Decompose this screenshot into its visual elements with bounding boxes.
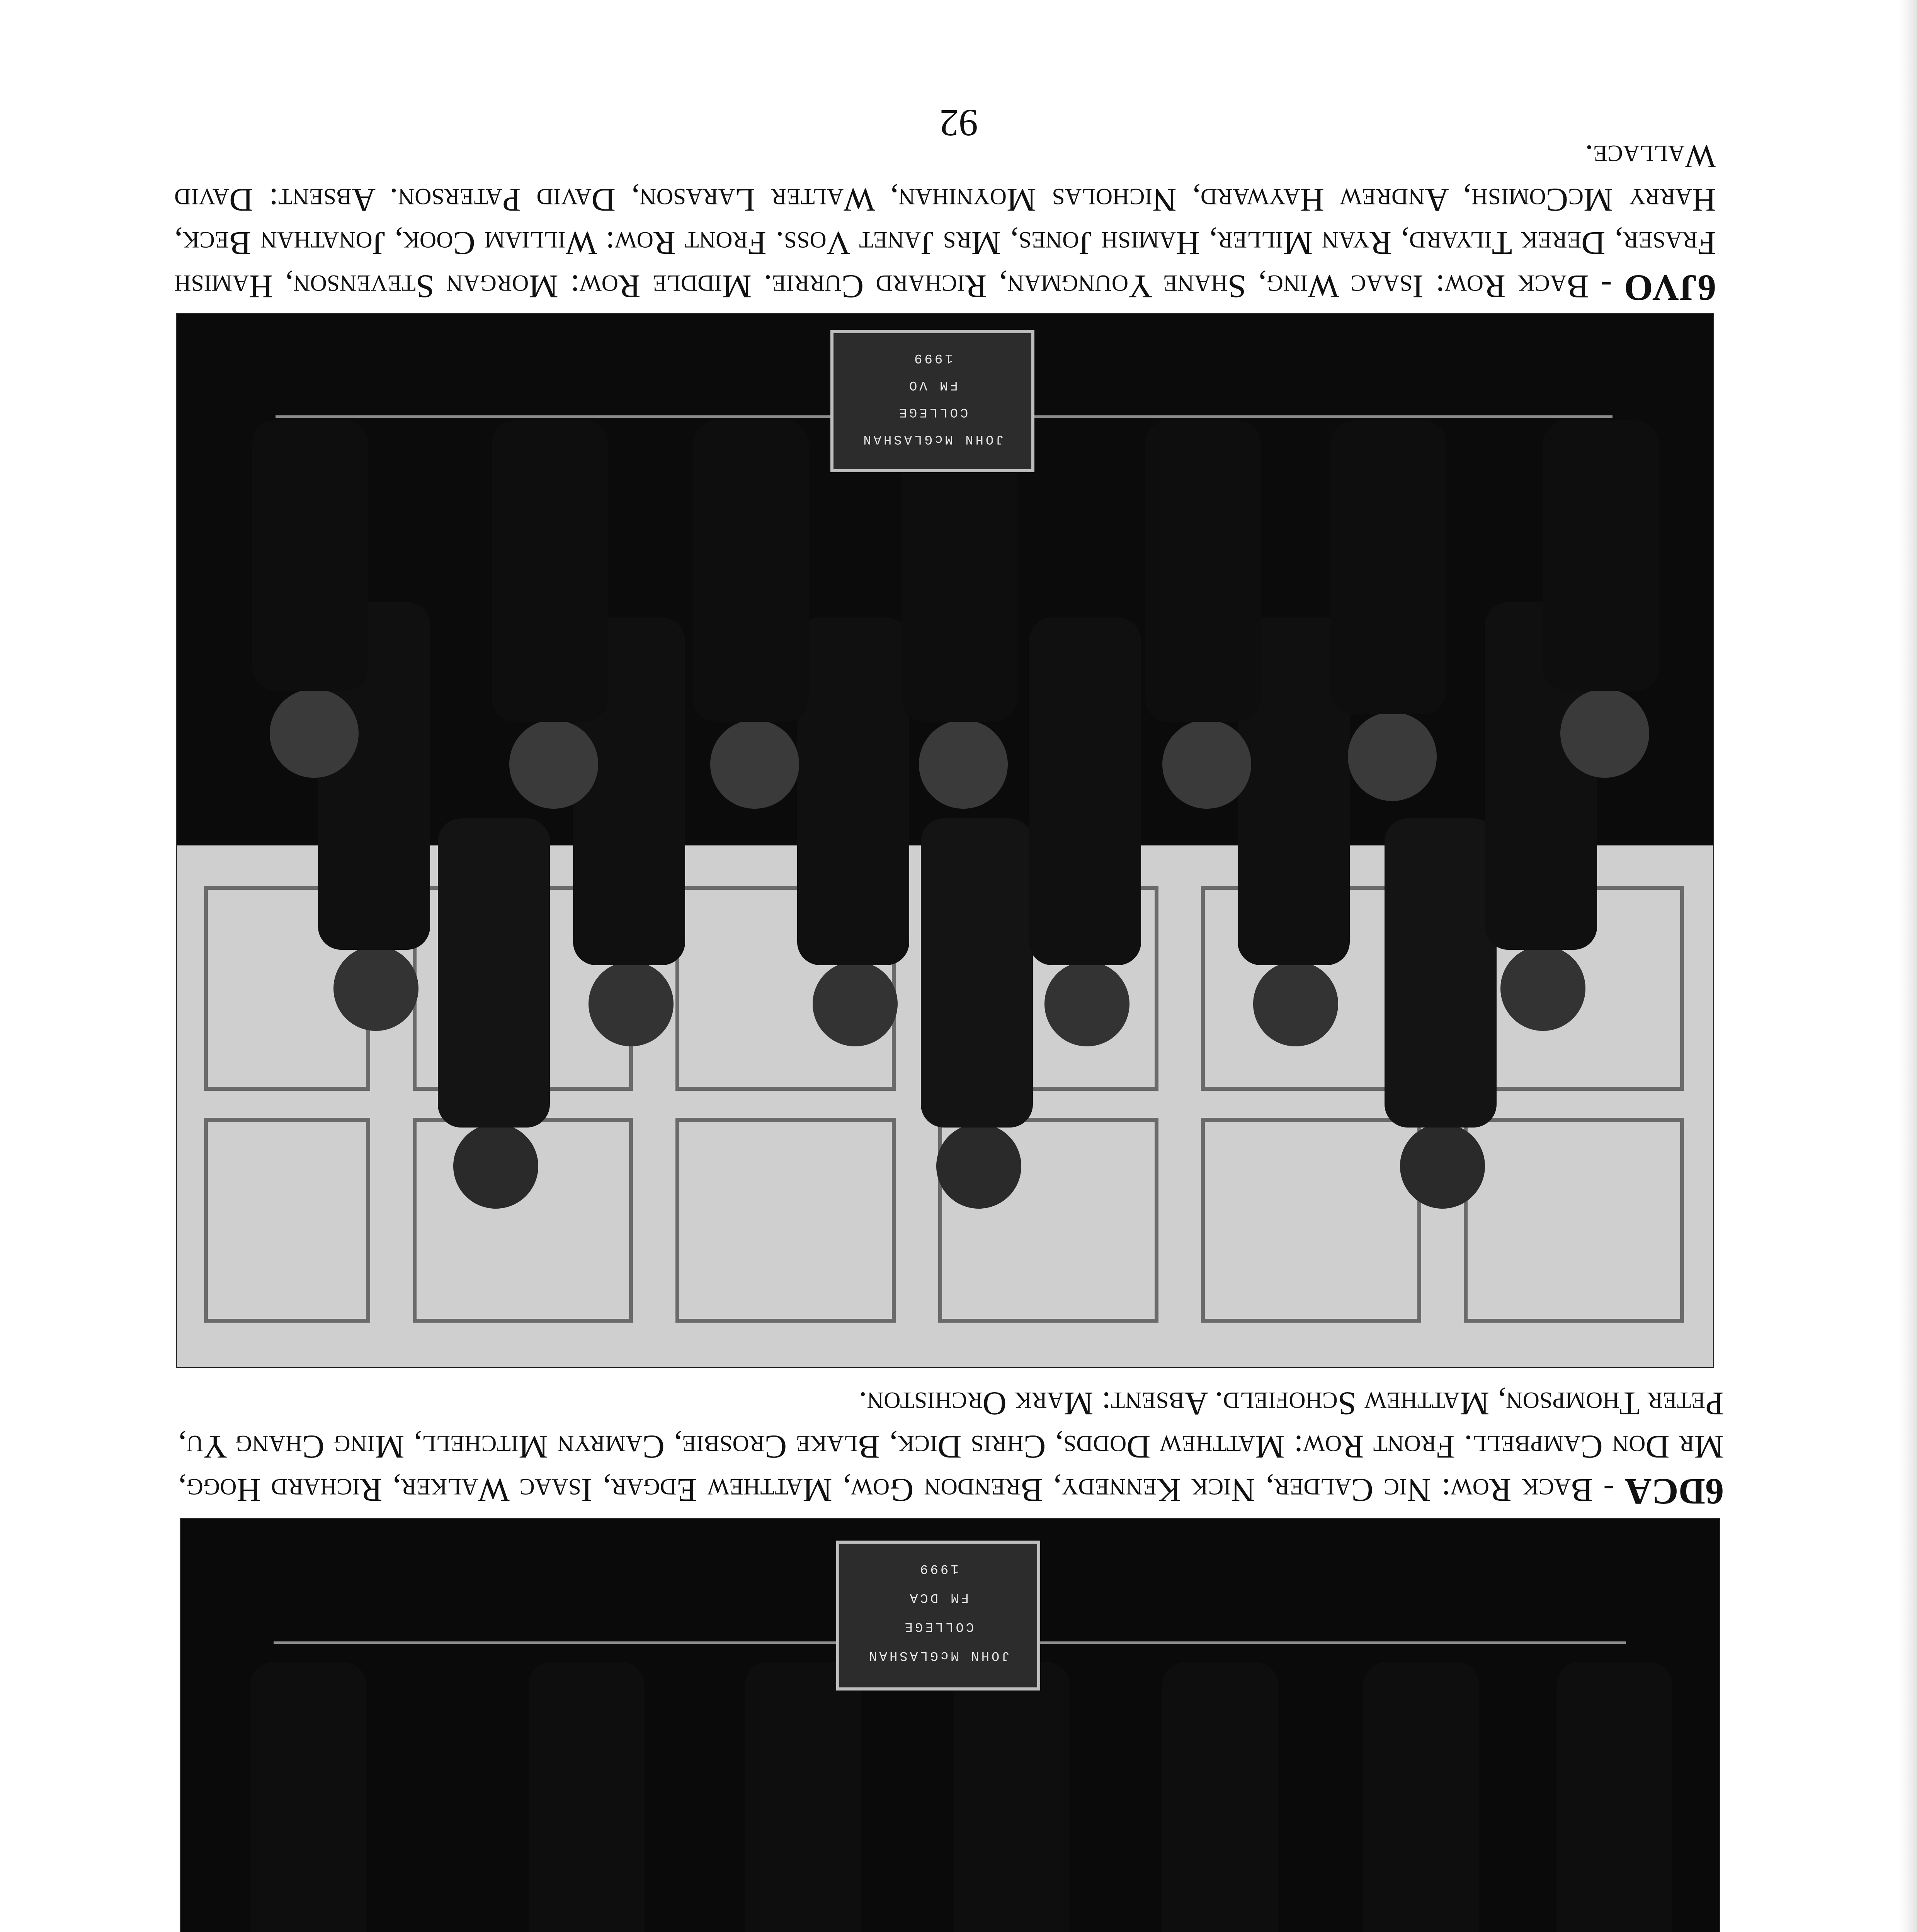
sign-line-4: 1999 bbox=[918, 1561, 959, 1576]
class-photo-6dca bbox=[180, 1518, 1720, 1932]
sign-line-2: COLLEGE bbox=[902, 1619, 974, 1634]
caption-text-6jvo: - Back Row: Isaac Wing, Shane Youngman, Richard Currie. Middle Row: Morgan Stevenson, Hamish Fraser, Derek Tilyard, Ryan Miller, Hamish Jones, Mrs Janet Voss. Front Row: William Cook, Jonathan Beck, Harry McComish, Andrew Hayward, Nicholas Moynihan, Walter Larason, David Paterson. Absent: David Wallace. bbox=[174, 138, 1716, 305]
sign-line-1: JOHN McGLASHAN bbox=[867, 1648, 1010, 1663]
sign-line-3: FM DCA bbox=[907, 1590, 969, 1605]
scan-edge-shadow bbox=[1899, 0, 1917, 1932]
name-sign-6dca bbox=[838, 1542, 1039, 1689]
page-number: 92 bbox=[939, 102, 978, 145]
class-photo-6jvo-graphic bbox=[177, 314, 1713, 1367]
caption-text-6dca: - Back Row: Nic Calder, Nick Kennedy, Brendon Gow, Matthew Edgar, Isaac Walker, Richard Hogg, Mr Don Campbell. Front Row: Matthew Dodds, Chris Dick, Blake Crosbie, Camryn Mitchell, Ming Chang Yu, Peter Thompson, Matthew Schofield. Absent: Mark Orchiston. bbox=[178, 1385, 1724, 1509]
class-photo-6jvo bbox=[176, 313, 1714, 1368]
class-photo-6dca-graphic bbox=[181, 1519, 1719, 1932]
sign-line-1: JOHN McGLASHAN bbox=[861, 432, 1004, 446]
sign-line-4: 1999 bbox=[912, 350, 953, 365]
sign-line-2: COLLEGE bbox=[896, 405, 968, 419]
name-sign-6jvo bbox=[832, 332, 1033, 471]
class-code-6jvo: 6JVO bbox=[1624, 267, 1716, 309]
class-code-6dca: 6DCA bbox=[1625, 1471, 1724, 1512]
caption-6dca bbox=[178, 1382, 1724, 1513]
sign-line-3: FM VO bbox=[907, 378, 958, 392]
caption-6jvo bbox=[174, 135, 1716, 310]
